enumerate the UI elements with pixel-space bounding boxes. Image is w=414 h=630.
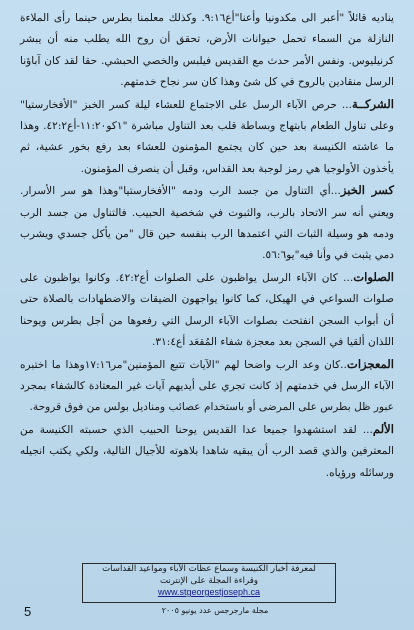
paragraph — [20, 354, 394, 419]
issue-label: مجلة مارجرجس عدد يونيو ٢٠٠٥ — [161, 606, 269, 615]
paragraph-text: ... كان الآباء الرسل يواظبون على الصلوات أع٤٢:٢. وكانوا يواظبون على صلوات السواعي في الهيكل، كما كانوا يواجهون الضيقات والاضطهادات بالصلاة حتى أن أبواب السجن انفتحت بصلوات الآباء الرسل التي رفعوها من أجل بطرس ويوحنا اللذان ألقيا في السجن بعد معجزة شفاء المُقعَد أع٣١:٤. — [20, 271, 394, 349]
paragraph-text: يناديه قائلاً "أعبر الى مكدونيا وأعنا"أع٩:١٦. وكذلك معلمنا بطرس حينما رأى الملاءة النازلة من السماء تحمل حيوانات الأرض، تحقق أن روح الله يطلب منه أن يبشر كرنيليوس. ونفس الأمر حدث مع القديس فيلبس والخصي الحبشي. حقا لقد كان آباؤنا الرسل منقادين بالروح في كل شئ وهذا كان سر نجاح خدمتهم. — [20, 12, 394, 89]
paragraph — [20, 94, 394, 181]
paragraph-text: ..كان وعد الرب واضحا لهم "الآيات تتبع المؤمنين"مر١٧:١٦وهذا ما اختبره الآباء الرسل في خدمتهم إذ كانت تجري على أيديهم آيات غير المعتادة كالشفاء بمجرد عبور ظل بطرس على المرضى أو باستخدام عصائب ومناديل بولس من فوق قروحة. — [20, 358, 394, 414]
website-info-box — [82, 563, 336, 603]
article-body — [20, 8, 394, 484]
paragraph-text: ... لقد استشهدوا جميعا عدا القديس يوحنا الحبيب الذي حسبته الكنيسة من المعترفين والذي قصد الرب أن يبقيه شاهدا بلاهوته للأجيال التالية، ولكي يكتب انجيله ورسائله ورؤياه. — [20, 423, 394, 479]
paragraph — [20, 180, 394, 267]
section-heading: كسر الخبز — [340, 183, 394, 198]
website-link[interactable]: www.stgeorgestjoseph.ca — [157, 587, 261, 597]
section-heading: الألم — [372, 421, 394, 436]
section-heading: الشركــة — [351, 96, 394, 111]
info-line: لمعرفة أخبار الكنيسة وسماع عظات الآباء ومواعيد القداسات — [102, 564, 316, 574]
paragraph — [20, 419, 394, 484]
section-heading: الصلوات — [353, 269, 394, 284]
paragraph — [20, 267, 394, 354]
section-heading: المعجزات — [346, 356, 394, 371]
paragraph-text: ... حرص الآباء الرسل على الاجتماع للعشاء ليلة كسر الخبز "الأفخارستيا" وعلى تناول الطعام بابتهاج وبساطة قلب بعد التناول مباشرة "١كو١١:٢٠-أع٤٢:٢. وهذا ما عاشته الكنيسة بعد حين كان يجتمع المؤمنون للعشاء بعد رفع بخور عشية، ثم يأخذون الأولوجيا هي رمز لوجبة بعد القداس، وقبل أن ينصرف المؤمنون. — [20, 98, 394, 175]
paragraph — [20, 8, 394, 94]
info-line: وقراءة المجلة على الإنترنت — [159, 575, 259, 586]
paragraph-text: ...أي التناول من جسد الرب ودمه "الأفخارستيا"وهذا هو سر الأسرار. ويعني أنه سر الاتحاد بالرب، والثبوت في شخصية الحبيب. فالتناول من جسد الرب ودمه هو وسيلة الثبات التي اعتمدها الرب بنفسه حين قال "من يأكل جسدي ويشرب دمي يثبت في وأنا فيه"يو٥٦:٦. — [20, 185, 394, 262]
page-number: 5 — [24, 604, 32, 619]
